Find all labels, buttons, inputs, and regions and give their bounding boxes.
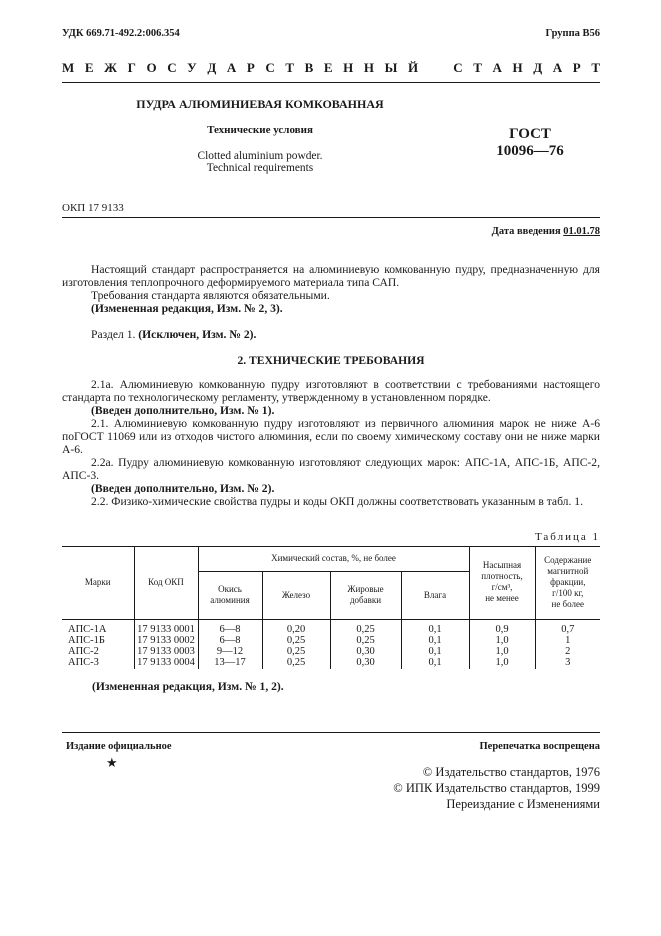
cell-moisture: 0,1: [401, 619, 469, 635]
banner-letter: С: [265, 60, 275, 75]
clause-2-2: 2.2. Физико-химические свойства пудры и коды ОКП должны соответствовать указанным в табл. 1.: [91, 495, 583, 508]
cell-fat-additives: 0,30: [330, 646, 401, 657]
section-1-excluded: (Исключен, Изм. № 2).: [138, 328, 257, 341]
banner-letter: У: [187, 60, 197, 75]
banner-letter: Н: [363, 60, 375, 75]
banner-letter: А: [552, 60, 563, 75]
cell-iron: 0,20: [262, 619, 330, 635]
reissue-note: Переиздание с Изменениями: [446, 797, 600, 811]
banner-letter: Т: [285, 60, 295, 75]
header-alumina: [198, 571, 262, 619]
gost-number: 10096—76: [496, 143, 564, 159]
banner-letter: Г: [127, 60, 136, 75]
table-caption: Таблица 1: [534, 531, 600, 543]
cell-okp-code: 17 9133 0004: [134, 657, 198, 668]
copyright-1976: © Издательство стандартов, 1976: [422, 765, 600, 779]
header-iron: Железо: [262, 571, 330, 619]
cell-magnetic-fraction: 3: [535, 657, 600, 668]
banner-gap: [429, 60, 443, 76]
banner-letter: Е: [323, 60, 333, 75]
cell-alumina: 6—8: [198, 635, 262, 646]
table-body: [62, 619, 600, 669]
header-grade: Марки: [62, 546, 134, 619]
cell-moisture: 0,1: [401, 646, 469, 657]
star-icon: ★: [106, 755, 118, 770]
clause-2-1: 2.1. Алюминиевую комкованную пудру изготовляют из первичного алюминия марок не ниже А-6 поГОСТ 11069 или из отходов чистого алюминия, если по своему химическому составу они не ниже марки А-6.: [62, 417, 600, 457]
header-fat-line-2: добавки: [349, 595, 382, 605]
header-alumina-line-2: алюминия: [210, 595, 250, 605]
banner-letter: Е: [84, 60, 94, 75]
section-1-note: [62, 328, 600, 341]
header-magnetic-line-3: фракции,: [550, 576, 586, 587]
cell-grade: АПС-2: [68, 646, 99, 658]
group-code: Группа В56: [545, 28, 600, 39]
official-edition: Издание официальное: [66, 741, 172, 752]
banner-letter: Ы: [384, 60, 398, 75]
cell-bulk-density: 1,0: [469, 635, 535, 646]
header-bulk-density-line-1: Насыпная: [482, 560, 522, 571]
header-alumina-line-1: Окись: [218, 584, 242, 594]
copyright-1999: © ИПК Издательство стандартов, 1999: [393, 781, 600, 795]
cell-alumina: 9—12: [198, 646, 262, 657]
banner-letter: А: [226, 60, 237, 75]
intro-date: [492, 226, 600, 237]
okp-rule: [62, 217, 600, 218]
table-row: [62, 635, 600, 646]
clause-2-1a: 2.1а. Алюминиевую комкованную пудру изготовляют в соответствии с требованиями настоящего стандарта по технологическому регламенту, утвержденному в установленном порядке.: [62, 378, 600, 405]
cell-iron: 0,25: [262, 657, 330, 668]
intro-amendment-note: (Измененная редакция, Изм. № 2, 3).: [91, 302, 283, 315]
banner-letter: Й: [407, 60, 419, 75]
table-amendment-note: (Измененная редакция, Изм. № 1, 2).: [92, 680, 284, 693]
cell-iron: 0,25: [262, 635, 330, 646]
header-magnetic-line-4: г/100 кг,: [552, 587, 584, 598]
banner-letter: Ж: [104, 60, 117, 75]
cell-grade: АПС-1А: [68, 623, 107, 635]
intro-date-value: 01.01.78: [563, 226, 600, 237]
cell-okp-code: 17 9133 0003: [134, 646, 198, 657]
banner-letter: Р: [246, 60, 255, 75]
section-2-heading: 2. ТЕХНИЧЕСКИЕ ТРЕБОВАНИЯ: [237, 354, 425, 367]
okp-code: ОКП 17 9133: [62, 202, 124, 214]
table-row: [62, 619, 600, 635]
banner-letter: Р: [572, 60, 581, 75]
cell-alumina: 13—17: [198, 657, 262, 668]
table-row: [62, 657, 600, 668]
banner-letter: Т: [473, 60, 482, 75]
banner-letter: Д: [533, 60, 543, 75]
cell-moisture: 0,1: [401, 635, 469, 646]
header-magnetic-fraction: [535, 546, 600, 619]
banner-letter: В: [304, 60, 314, 75]
table-row: [62, 646, 600, 657]
cell-fat-additives: 0,25: [330, 635, 401, 646]
clause-2-2a-note: (Введен дополнительно, Изм. № 2).: [91, 482, 275, 495]
header-magnetic-line-2: магнитной: [547, 565, 589, 576]
cell-fat-additives: 0,25: [330, 619, 401, 635]
banner-rule: [62, 82, 600, 83]
header-bulk-density: [469, 546, 535, 619]
properties-table: [62, 546, 600, 669]
cell-iron: 0,25: [262, 646, 330, 657]
cell-magnetic-fraction: 1: [535, 635, 600, 646]
cell-okp-code: 17 9133 0002: [134, 635, 198, 646]
header-magnetic-line-5: не более: [551, 598, 585, 609]
english-title-line-2: Technical requirements: [206, 162, 314, 174]
cell-fat-additives: 0,30: [330, 657, 401, 668]
cell-alumina: 6—8: [198, 619, 262, 635]
cell-grade: АПС-3: [68, 657, 99, 669]
standard-banner: [62, 60, 600, 76]
header-okp: Код ОКП: [134, 546, 198, 619]
document-subtitle: Технические условия: [207, 124, 313, 136]
banner-letter: С: [167, 60, 177, 75]
header-moisture: Влага: [401, 571, 469, 619]
banner-letter: М: [62, 60, 75, 75]
banner-letter: А: [492, 60, 502, 75]
header-fat-additives: [330, 571, 401, 619]
header-chemical-composition: Химический состав, %, не более: [198, 546, 469, 571]
banner-letter: С: [453, 60, 463, 75]
footer-rule: [62, 732, 600, 733]
mandatory-note: Требования стандарта являются обязательными.: [91, 289, 330, 302]
banner-letter: Н: [512, 60, 523, 75]
cell-bulk-density: 1,0: [469, 657, 535, 668]
cell-grade: АПС-1Б: [68, 635, 105, 646]
document-title: ПУДРА АЛЮМИНИЕВАЯ КОМКОВАННАЯ: [136, 97, 384, 111]
section-1-prefix: Раздел 1.: [91, 328, 136, 341]
banner-letter: Д: [207, 60, 217, 75]
udk-code: УДК 669.71-492.2:006.354: [62, 28, 180, 39]
intro-paragraph: Настоящий стандарт распространяется на алюминиевую комкованную пудру, предназначенную для изготовления теплопрочного деформируемого материала типа САП.: [62, 263, 600, 290]
clause-2-1a-note: (Введен дополнительно, Изм. № 1).: [91, 404, 275, 417]
cell-magnetic-fraction: 2: [535, 646, 600, 657]
intro-date-label: Дата введения: [491, 226, 561, 237]
gost-label: ГОСТ: [509, 126, 551, 142]
cell-bulk-density: 0,9: [469, 619, 535, 635]
cell-okp-code: 17 9133 0001: [134, 619, 198, 635]
clause-2-2a: 2.2а. Пудру алюминиевую комкованную изготовляют следующих марок: АПС-1А, АПС-1Б, АПС-2, АПС-3.: [62, 456, 600, 483]
cell-bulk-density: 1,0: [469, 646, 535, 657]
reprint-prohibited: Перепечатка воспрещена: [479, 741, 600, 752]
header-bulk-density-line-4: не менее: [485, 593, 519, 604]
header-bulk-density-line-2: плотность,: [481, 571, 523, 582]
header-magnetic-line-1: Содержание: [544, 554, 592, 565]
banner-letter: О: [146, 60, 157, 75]
cell-moisture: 0,1: [401, 657, 469, 668]
english-title-line-1: Clotted aluminium powder.: [197, 150, 323, 162]
banner-letter: Н: [343, 60, 354, 75]
banner-letter: Т: [591, 60, 600, 75]
header-bulk-density-line-3: г/см³,: [491, 582, 513, 593]
cell-magnetic-fraction: 0,7: [535, 619, 600, 635]
header-fat-line-1: Жировые: [347, 584, 384, 594]
